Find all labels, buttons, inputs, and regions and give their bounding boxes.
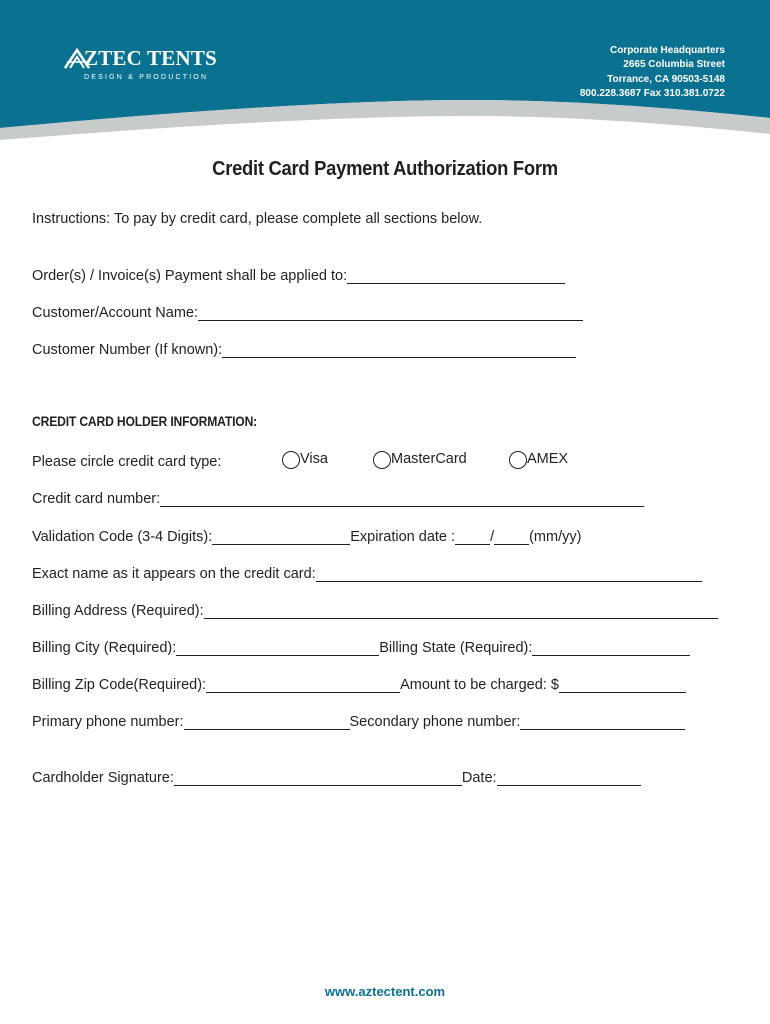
card-type-row xyxy=(32,452,221,472)
expiration-separator: / xyxy=(490,529,495,545)
customer-name-row xyxy=(32,303,583,323)
exact-name-label: Exact name as it appears on the credit card: xyxy=(32,566,316,582)
primary-phone-field[interactable] xyxy=(184,715,350,730)
instructions xyxy=(32,209,482,229)
customer-name-field[interactable] xyxy=(198,306,583,321)
exact-name-field[interactable] xyxy=(316,567,702,582)
exact-name-row xyxy=(32,564,702,584)
company-logo xyxy=(64,44,217,86)
date-field[interactable] xyxy=(497,771,641,786)
logo-name: ZTEC TENTS xyxy=(84,46,217,70)
card-number-label: Credit card number: xyxy=(32,491,161,507)
order-row xyxy=(32,266,565,286)
website-link[interactable]: www.aztectent.com xyxy=(324,984,446,999)
expiration-month-field[interactable] xyxy=(455,530,490,545)
amex-circle[interactable] xyxy=(509,451,527,469)
customer-number-row xyxy=(32,340,576,360)
order-label: Order(s) / Invoice(s) Payment shall be applied to: xyxy=(32,268,348,284)
amex-label: AMEX xyxy=(527,451,569,467)
card-option-mastercard[interactable] xyxy=(373,451,467,467)
logo-tagline: DESIGN & PRODUCTION xyxy=(84,74,209,81)
billing-address-label: Billing Address (Required): xyxy=(32,603,204,619)
amount-label: Amount to be charged: $ xyxy=(400,677,559,693)
mastercard-circle[interactable] xyxy=(373,451,391,469)
phone-row xyxy=(32,712,685,732)
billing-state-field[interactable] xyxy=(532,641,690,656)
expiration-format: (mm/yy) xyxy=(529,529,582,545)
billing-address-field[interactable] xyxy=(204,604,718,619)
signature-row xyxy=(32,768,641,788)
expiration-label: Expiration date : xyxy=(350,529,456,545)
card-number-row xyxy=(32,489,644,509)
billing-zip-label: Billing Zip Code(Required): xyxy=(32,677,207,693)
billing-address-row xyxy=(32,601,718,621)
signature-label: Cardholder Signature: xyxy=(32,770,174,786)
validation-label: Validation Code (3-4 Digits): xyxy=(32,529,213,545)
billing-state-label: Billing State (Required): xyxy=(379,640,533,656)
primary-phone-label: Primary phone number: xyxy=(32,714,184,730)
card-number-field[interactable] xyxy=(160,492,644,507)
date-label: Date: xyxy=(461,770,497,786)
card-type-label: Please circle credit card type: xyxy=(32,454,222,470)
hq-city: Torrance, CA 90503-5148 xyxy=(607,73,725,85)
visa-circle[interactable] xyxy=(282,451,300,469)
customer-name-label: Customer/Account Name: xyxy=(32,305,199,321)
billing-city-label: Billing City (Required): xyxy=(32,640,177,656)
order-field[interactable] xyxy=(347,269,565,284)
amount-field[interactable] xyxy=(559,678,686,693)
mastercard-label: MasterCard xyxy=(391,451,467,467)
secondary-phone-label: Secondary phone number: xyxy=(349,714,521,730)
visa-label: Visa xyxy=(300,451,328,467)
expiration-year-field[interactable] xyxy=(494,530,529,545)
billing-zip-row xyxy=(32,675,686,695)
card-option-visa[interactable] xyxy=(282,451,328,467)
customer-number-field[interactable] xyxy=(222,343,576,358)
hq-street: 2665 Columbia Street xyxy=(623,59,725,71)
secondary-phone-field[interactable] xyxy=(520,715,685,730)
card-holder-heading: CREDIT CARD HOLDER INFORMATION: xyxy=(32,414,258,429)
billing-zip-field[interactable] xyxy=(206,678,400,693)
signature-field[interactable] xyxy=(174,771,462,786)
validation-field[interactable] xyxy=(212,530,350,545)
hq-title: Corporate Headquarters xyxy=(609,45,725,56)
billing-city-field[interactable] xyxy=(176,641,379,656)
instructions-text: Instructions: To pay by credit card, please complete all sections below. xyxy=(32,211,483,227)
hq-phone: 800.228.3687 Fax 310.381.0722 xyxy=(579,87,725,99)
card-option-amex[interactable] xyxy=(509,451,568,467)
billing-city-row xyxy=(32,638,690,658)
form-title: Credit Card Payment Authorization Form xyxy=(212,158,558,180)
validation-row xyxy=(32,527,581,547)
customer-number-label: Customer Number (If known): xyxy=(32,342,223,358)
corporate-address xyxy=(580,44,725,101)
